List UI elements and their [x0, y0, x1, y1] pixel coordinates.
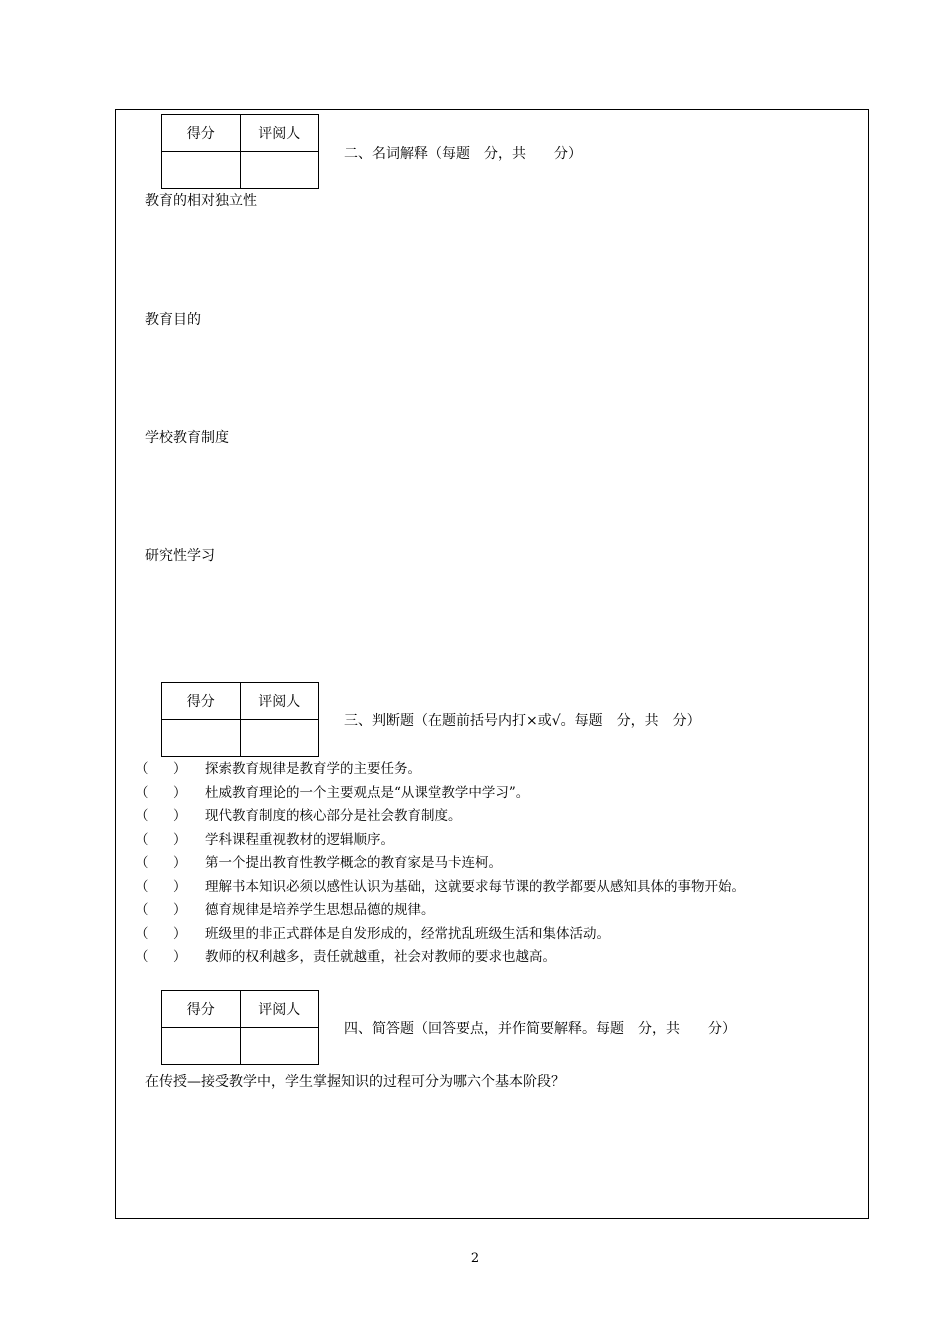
tf-item: （ ） 班级里的非正式群体是自发形成的，经常扰乱班级生活和集体活动。: [135, 923, 745, 947]
term-4: 研究性学习: [145, 548, 215, 564]
reviewer-cell[interactable]: [240, 152, 319, 189]
section-3-title: 三、判断题（在题前括号内打×或√。每题 分，共 分）: [344, 713, 701, 729]
tf-statement: 教师的权利越多，责任就越重，社会对教师的要求也越高。: [205, 949, 556, 965]
tf-item: （ ） 第一个提出教育性教学概念的教育家是马卡连柯。: [135, 852, 745, 876]
score-box-section-2: [161, 114, 319, 189]
score-box-section-4: [161, 990, 319, 1065]
short-answer-question: 在传授—接受教学中，学生掌握知识的过程可分为哪六个基本阶段？: [145, 1074, 565, 1090]
section-4-title: 四、简答题（回答要点，并作简要解释。每题 分，共 分）: [344, 1021, 736, 1037]
answer-paren[interactable]: （: [135, 808, 149, 824]
answer-paren[interactable]: （: [135, 831, 149, 848]
score-label: 得分: [162, 683, 241, 720]
tf-item: （ ） 探索教育规律是教育学的主要任务。: [135, 758, 745, 782]
tf-statement: 第一个提出教育性教学概念的教育家是马卡连柯。: [205, 855, 502, 871]
tf-item: （ ） 理解书本知识必须以感性认识为基础，这就要求每节课的教学都要从感知具体的事物开始。: [135, 876, 745, 900]
score-box-section-3: [161, 682, 319, 757]
score-cell[interactable]: [162, 1028, 241, 1065]
score-cell[interactable]: [162, 720, 241, 757]
tf-statement: 德育规律是培养学生思想品德的规律。: [205, 902, 435, 918]
score-label: 得分: [162, 991, 241, 1028]
term-3: 学校教育制度: [145, 430, 229, 446]
tf-statement: 现代教育制度的核心部分是社会教育制度。: [205, 808, 462, 824]
tf-item: （ ） 学科课程重视教材的逻辑顺序。: [135, 829, 745, 853]
reviewer-label: 评阅人: [240, 683, 319, 720]
term-1: 教育的相对独立性: [145, 193, 257, 209]
answer-paren[interactable]: （: [135, 855, 149, 871]
tf-item: （ ） 杜威教育理论的一个主要观点是“从课堂教学中学习”。: [135, 782, 745, 806]
tf-statement: 探索教育规律是教育学的主要任务。: [205, 761, 421, 777]
score-label: 得分: [162, 115, 241, 152]
answer-paren[interactable]: （: [135, 902, 149, 918]
tf-item: （ ） 现代教育制度的核心部分是社会教育制度。: [135, 805, 745, 829]
page-number: 2: [470, 1251, 480, 1266]
answer-paren[interactable]: （: [135, 761, 149, 777]
tf-item: （ ） 教师的权利越多，责任就越重，社会对教师的要求也越高。: [135, 946, 745, 970]
answer-paren[interactable]: （: [135, 949, 149, 965]
reviewer-cell[interactable]: [240, 720, 319, 757]
tf-statement: 理解书本知识必须以感性认识为基础，这就要求每节课的教学都要从感知具体的事物开始。: [205, 878, 745, 895]
score-cell[interactable]: [162, 152, 241, 189]
true-false-list: [135, 758, 745, 970]
tf-statement: 学科课程重视教材的逻辑顺序。: [205, 831, 394, 848]
answer-paren[interactable]: （: [135, 878, 149, 895]
answer-paren[interactable]: （: [135, 784, 149, 801]
reviewer-label: 评阅人: [240, 115, 319, 152]
reviewer-cell[interactable]: [240, 1028, 319, 1065]
tf-statement: 班级里的非正式群体是自发形成的，经常扰乱班级生活和集体活动。: [205, 925, 610, 942]
tf-item: （ ） 德育规律是培养学生思想品德的规律。: [135, 899, 745, 923]
section-2-title: 二、名词解释（每题 分，共 分）: [344, 146, 582, 162]
reviewer-label: 评阅人: [240, 991, 319, 1028]
term-2: 教育目的: [145, 312, 201, 328]
tf-statement: 杜威教育理论的一个主要观点是“从课堂教学中学习”。: [205, 784, 530, 801]
answer-paren[interactable]: （: [135, 925, 149, 942]
